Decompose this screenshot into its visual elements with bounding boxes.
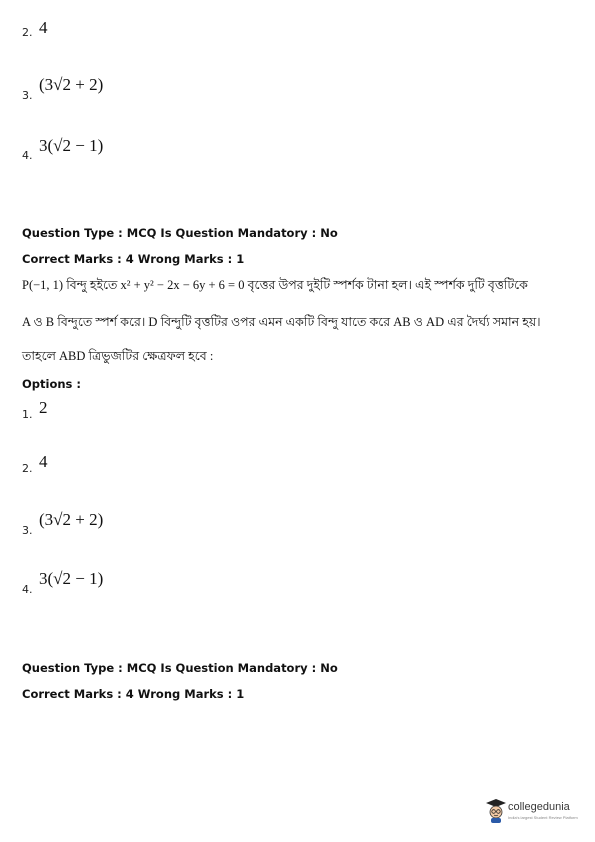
question-text-line: তাহলে ABD ত্রিভুজটির ক্ষেত্রফল হবে :	[22, 349, 214, 363]
option-value: 4	[39, 452, 48, 471]
question-type-line: Question Type : MCQ Is Question Mandatory : No	[22, 226, 338, 240]
option-number: 3.	[22, 524, 33, 537]
brand-logo[interactable]	[486, 798, 586, 828]
option-value: (3√2 + 2)	[39, 75, 104, 94]
marks-line: Correct Marks : 4 Wrong Marks : 1	[22, 687, 245, 701]
option-number: 2.	[22, 26, 33, 39]
options-label: Options :	[22, 377, 81, 391]
option-value: 3(√2 − 1)	[39, 136, 104, 155]
option-value: 3(√2 − 1)	[39, 569, 104, 588]
question-text-line: P(−1, 1) বিন্দু হইতে x² + y² − 2x − 6y + 6 = 0 বৃত্তের উপর দুইটি স্পর্শক টানা হল। এই স্পর্শক দুটি বৃত্তটিকে	[22, 278, 528, 292]
brand-tagline: India's largest Student Review Platform	[508, 815, 578, 820]
marks-line: Correct Marks : 4 Wrong Marks : 1	[22, 252, 245, 266]
option-number: 4.	[22, 583, 33, 596]
option-number: 4.	[22, 149, 33, 162]
question-text-line: A ও B বিন্দুতে স্পর্শ করে। D বিন্দুটি বৃত্তটির ওপর এমন একটি বিন্দু যাতে করে AB ও AD এর দৈর্ঘ্য সমান হয়।	[22, 315, 541, 329]
brand-name: collegedunia	[508, 801, 570, 813]
option-value: 2	[39, 398, 48, 417]
option-value: 4	[39, 18, 48, 37]
option-number: 1.	[22, 408, 33, 421]
graduate-mascot-icon	[486, 798, 506, 828]
option-value: (3√2 + 2)	[39, 510, 104, 529]
option-number: 2.	[22, 462, 33, 475]
question-type-line: Question Type : MCQ Is Question Mandatory : No	[22, 661, 338, 675]
option-number: 3.	[22, 89, 33, 102]
